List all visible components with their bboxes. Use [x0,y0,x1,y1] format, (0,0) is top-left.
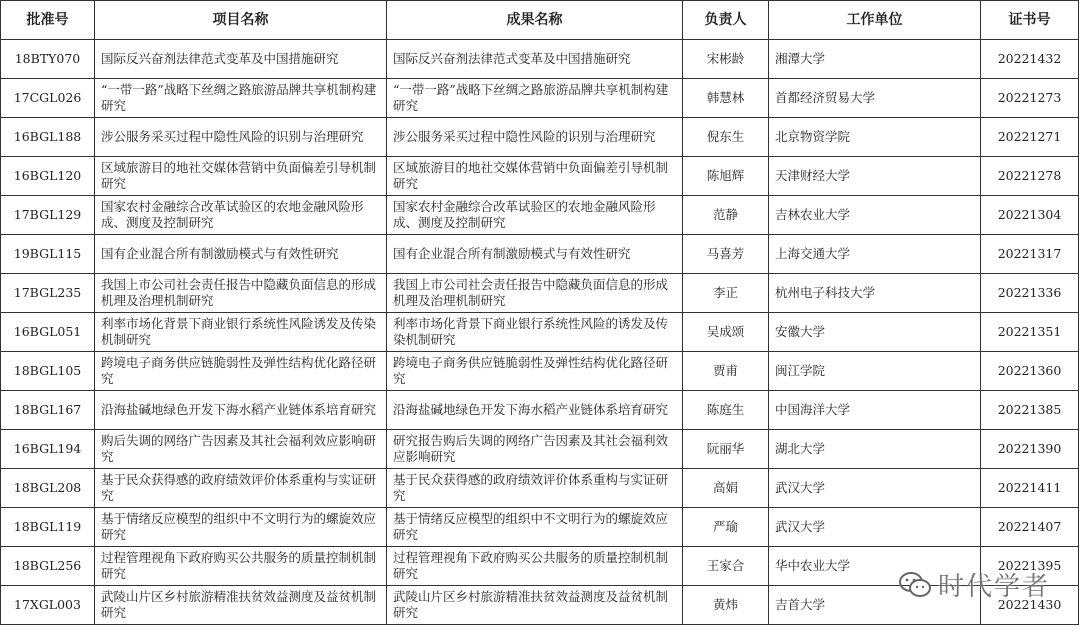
cell-result-name: 国有企业混合所有制激励模式与有效性研究 [387,235,683,274]
cell-approval-no: 17BGL129 [1,196,95,235]
cell-unit: 安徽大学 [769,313,981,352]
table-row [1,196,1079,235]
cell-result-name: 国际反兴奋剂法律范式变革及中国措施研究 [387,40,683,79]
cell-result-name: 过程管理视角下政府购买公共服务的质量控制机制研究 [387,547,683,586]
cell-project-name: 武陵山片区乡村旅游精准扶贫效益测度及益贫机制研究 [95,586,387,625]
cell-project-name: “一带一路”战略下丝绸之路旅游品牌共享机制构建研究 [95,79,387,118]
cell-project-name: 国家农村金融综合改革试验区的农地金融风险形成、测度及控制研究 [95,196,387,235]
cell-approval-no: 19BGL115 [1,235,95,274]
cell-leader: 王家合 [683,547,769,586]
cell-result-name: 国家农村金融综合改革试验区的农地金融风险形成、测度及控制研究 [387,196,683,235]
cell-leader: 阮丽华 [683,430,769,469]
cell-leader: 陈旭辉 [683,157,769,196]
cell-unit: 武汉大学 [769,508,981,547]
cell-approval-no: 18BGL105 [1,352,95,391]
cell-project-name: 涉公服务采买过程中隐性风险的识别与治理研究 [95,118,387,157]
cell-cert-no: 20221411 [981,469,1079,508]
table-row [1,352,1079,391]
cell-unit: 武汉大学 [769,469,981,508]
cell-cert-no: 20221407 [981,508,1079,547]
cell-cert-no: 20221390 [981,430,1079,469]
header-leader: 负责人 [683,1,769,40]
cell-project-name: 购后失调的网络广告因素及其社会福利效应影响研究 [95,430,387,469]
cell-project-name: 国际反兴奋剂法律范式变革及中国措施研究 [95,40,387,79]
cell-leader: 陈庭生 [683,391,769,430]
cell-unit: 中国海洋大学 [769,391,981,430]
table-row [1,391,1079,430]
header-project-name: 项目名称 [95,1,387,40]
cell-project-name: 沿海盐碱地绿色开发下海水稻产业链体系培育研究 [95,391,387,430]
cell-leader: 韩慧林 [683,79,769,118]
cell-project-name: 国有企业混合所有制激励模式与有效性研究 [95,235,387,274]
cell-unit: 华中农业大学 [769,547,981,586]
cell-approval-no: 18BGL167 [1,391,95,430]
cell-approval-no: 18BTY070 [1,40,95,79]
table-row [1,469,1079,508]
cell-leader: 范静 [683,196,769,235]
cell-unit: 上海交通大学 [769,235,981,274]
table-row [1,430,1079,469]
table-row [1,79,1079,118]
cell-unit: 闽江学院 [769,352,981,391]
cell-cert-no: 20221304 [981,196,1079,235]
header-row [1,1,1079,40]
cell-result-name: 研究报告购后失调的网络广告因素及其社会福利效应影响研究 [387,430,683,469]
cell-result-name: 我国上市公司社会责任报告中隐藏负面信息的形成机理及治理机制研究 [387,274,683,313]
cell-project-name: 基于情绪反应模型的组织中不文明行为的螺旋效应研究 [95,508,387,547]
cell-approval-no: 16BGL188 [1,118,95,157]
cell-result-name: 利率市场化背景下商业银行系统性风险的诱发及传染机制研究 [387,313,683,352]
cell-cert-no: 20221351 [981,313,1079,352]
cell-unit: 北京物资学院 [769,118,981,157]
cell-unit: 湖北大学 [769,430,981,469]
header-cert-no: 证书号 [981,1,1079,40]
cell-cert-no: 20221430 [981,586,1079,625]
cell-project-name: 跨境电子商务供应链脆弱性及弹性结构优化路径研究 [95,352,387,391]
cell-leader: 李正 [683,274,769,313]
cell-unit: 杭州电子科技大学 [769,274,981,313]
cell-unit: 吉首大学 [769,586,981,625]
table-row [1,235,1079,274]
cell-project-name: 利率市场化背景下商业银行系统性风险诱发及传染机制研究 [95,313,387,352]
cell-cert-no: 20221317 [981,235,1079,274]
cell-result-name: 基于情绪反应模型的组织中不文明行为的螺旋效应研究 [387,508,683,547]
cell-result-name: 沿海盐碱地绿色开发下海水稻产业链体系培育研究 [387,391,683,430]
cell-unit: 首都经济贸易大学 [769,79,981,118]
cell-leader: 严瑜 [683,508,769,547]
table-row [1,508,1079,547]
cell-approval-no: 18BGL208 [1,469,95,508]
cell-cert-no: 20221273 [981,79,1079,118]
cell-approval-no: 17XGL003 [1,586,95,625]
cell-leader: 马喜芳 [683,235,769,274]
cell-cert-no: 20221278 [981,157,1079,196]
cell-result-name: 武陵山片区乡村旅游精准扶贫效益测度及益贫机制研究 [387,586,683,625]
header-approval-no: 批准号 [1,1,95,40]
table-row [1,157,1079,196]
cell-cert-no: 20221360 [981,352,1079,391]
table-row [1,40,1079,79]
cell-approval-no: 16BGL051 [1,313,95,352]
cell-leader: 贾甫 [683,352,769,391]
table-row [1,313,1079,352]
table-row [1,118,1079,157]
table-row [1,547,1079,586]
header-unit: 工作单位 [769,1,981,40]
cell-leader: 倪东生 [683,118,769,157]
cell-project-name: 区域旅游目的地社交媒体营销中负面偏差引导机制研究 [95,157,387,196]
cell-unit: 天津财经大学 [769,157,981,196]
cell-approval-no: 16BGL120 [1,157,95,196]
cell-result-name: 涉公服务采买过程中隐性风险的识别与治理研究 [387,118,683,157]
cell-unit: 吉林农业大学 [769,196,981,235]
cell-project-name: 基于民众获得感的政府绩效评价体系重构与实证研究 [95,469,387,508]
cell-approval-no: 16BGL194 [1,430,95,469]
cell-leader: 高娟 [683,469,769,508]
cell-leader: 宋彬龄 [683,40,769,79]
cell-result-name: “一带一路”战略下丝绸之路旅游品牌共享机制构建研究 [387,79,683,118]
cell-leader: 吴成颂 [683,313,769,352]
cell-project-name: 过程管理视角下政府购买公共服务的质量控制机制研究 [95,547,387,586]
table-row [1,274,1079,313]
cell-cert-no: 20221395 [981,547,1079,586]
table-row [1,586,1079,625]
cell-result-name: 基于民众获得感的政府绩效评价体系重构与实证研究 [387,469,683,508]
cell-project-name: 我国上市公司社会责任报告中隐藏负面信息的形成机理及治理机制研究 [95,274,387,313]
cell-cert-no: 20221432 [981,40,1079,79]
watermark-text: 时代学者 [938,572,1051,602]
cell-approval-no: 18BGL119 [1,508,95,547]
table-body [1,40,1079,625]
cell-unit: 湘潭大学 [769,40,981,79]
cell-result-name: 跨境电子商务供应链脆弱性及弹性结构优化路径研究 [387,352,683,391]
cell-approval-no: 17BGL235 [1,274,95,313]
cell-leader: 黄炜 [683,586,769,625]
header-result-name: 成果名称 [387,1,683,40]
cell-cert-no: 20221271 [981,118,1079,157]
cell-approval-no: 17CGL026 [1,79,95,118]
cell-approval-no: 18BGL256 [1,547,95,586]
cell-result-name: 区域旅游目的地社交媒体营销中负面偏差引导机制研究 [387,157,683,196]
cell-cert-no: 20221336 [981,274,1079,313]
cell-cert-no: 20221385 [981,391,1079,430]
